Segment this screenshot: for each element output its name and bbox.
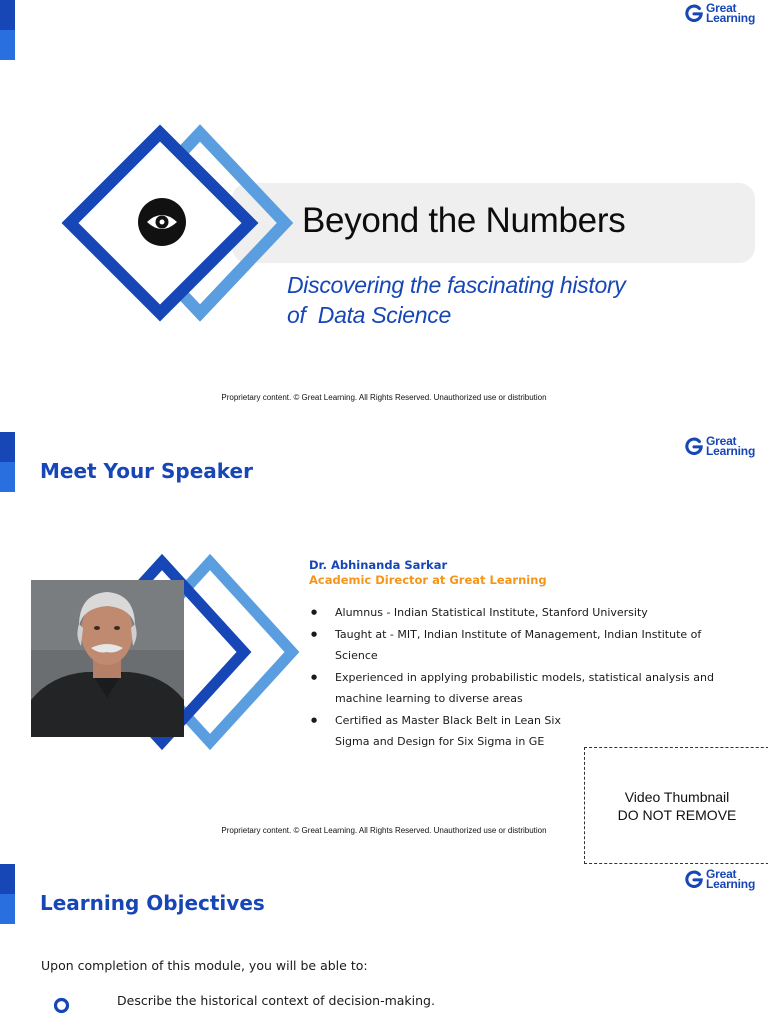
- logo-word-learning: Learning: [706, 877, 756, 891]
- bio-item: ● Taught at - MIT, Indian Institute of Management, Indian Institute of Science: [309, 624, 734, 667]
- section-heading: Meet Your Speaker: [40, 459, 253, 483]
- video-thumbnail-placeholder[interactable]: [584, 747, 768, 864]
- slide-edge-accent: [0, 864, 15, 924]
- ring-bullet-icon: [53, 997, 70, 1014]
- great-learning-logo: [685, 436, 755, 456]
- bio-item: ● Certified as Master Black Belt in Lean Six Sigma and Design for Six Sigma in GE: [309, 710, 734, 753]
- great-learning-g-icon: [685, 870, 703, 888]
- presentation-subtitle: [287, 270, 626, 330]
- copyright-footer: Proprietary content. © Great Learning. All Rights Reserved. Unauthorized use or distribution: [221, 826, 547, 835]
- copyright-footer: Proprietary content. © Great Learning. All Rights Reserved. Unauthorized use or distribution: [221, 393, 547, 402]
- video-placeholder-label: Video Thumbnail: [624, 789, 730, 805]
- video-placeholder-note: DO NOT REMOVE: [617, 807, 737, 823]
- logo-word-learning: Learning: [706, 444, 756, 458]
- speaker-portrait-image: [31, 580, 184, 737]
- logo-word-great: Great: [706, 867, 737, 881]
- presentation-title: Beyond the Numbers: [302, 201, 626, 240]
- speaker-bio-list: [309, 602, 734, 753]
- logo-word-learning: Learning: [706, 11, 756, 25]
- great-learning-logo: [685, 3, 755, 23]
- great-learning-logo: [685, 869, 755, 889]
- slide-edge-accent: [0, 0, 15, 60]
- section-heading: Learning Objectives: [40, 891, 265, 915]
- great-learning-g-icon: [685, 437, 703, 455]
- subtitle-line-1: Discovering the fascinating history: [287, 272, 626, 298]
- logo-word-great: Great: [706, 434, 737, 448]
- speaker-slide: [0, 432, 768, 864]
- logo-word-great: Great: [706, 1, 737, 15]
- objective-item: Describe the historical context of decision-making.: [117, 993, 435, 1008]
- speaker-photo: [31, 580, 184, 737]
- slide-edge-accent: [0, 432, 15, 492]
- objectives-intro: Upon completion of this module, you will be able to:: [41, 958, 368, 973]
- speaker-name: Dr. Abhinanda Sarkar: [309, 558, 448, 572]
- speaker-role: Academic Director at Great Learning: [309, 573, 547, 587]
- bio-item: ● Alumnus - Indian Statistical Institute, Stanford University: [309, 602, 734, 624]
- bio-item: ● Experienced in applying probabilistic models, statistical analysis and machine learning to diverse areas: [309, 667, 734, 710]
- objectives-slide: [0, 864, 768, 1024]
- great-learning-g-icon: [685, 4, 703, 22]
- title-slide: [0, 0, 768, 432]
- eye-icon: [138, 198, 186, 246]
- subtitle-line-2: of Data Science: [287, 302, 451, 328]
